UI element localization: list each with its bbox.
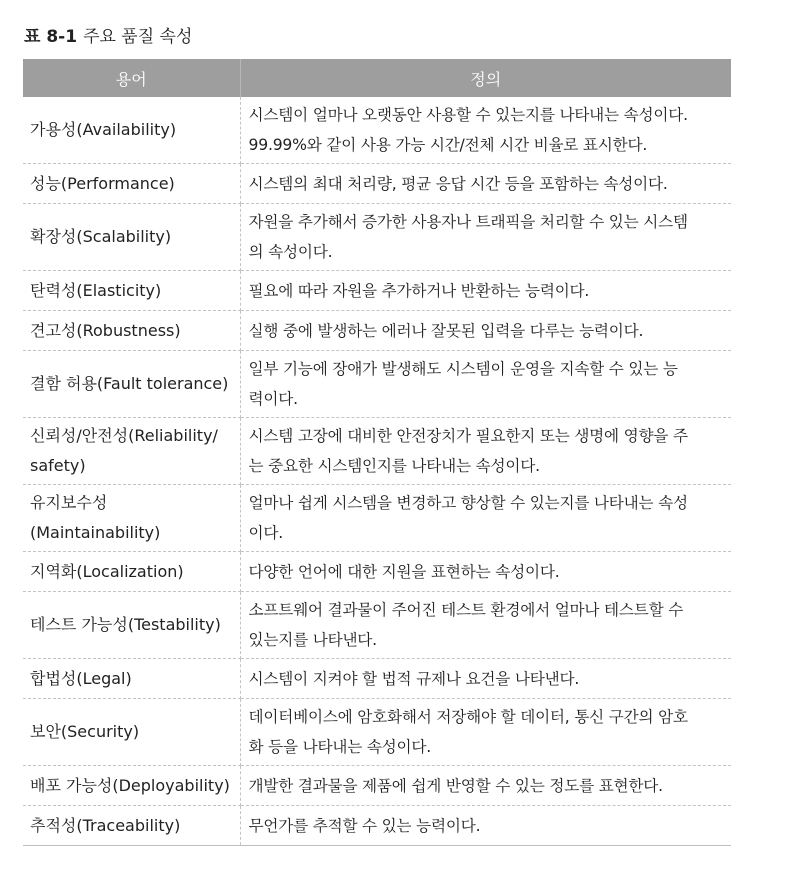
table-row [23,311,731,351]
term-cell [23,552,240,592]
definition-text: 소프트웨어 결과물이 주어진 테스트 환경에서 얼마나 테스트할 수 [248,601,684,619]
definition-text: 무언가를 추적할 수 있는 능력이다. [248,816,481,835]
term-text: 견고성(Robustness) [30,320,181,340]
definition-text: 시스템 고장에 대비한 안전장치가 필요한지 또는 생명에 영향을 주 [248,427,688,445]
definition-cell [240,699,731,766]
table-row [23,418,731,485]
definition-cell [240,485,731,552]
term-text: 지역화(Localization) [30,561,184,581]
term-text: 유지보수성 [30,493,108,512]
definition-text: 시스템의 최대 처리량, 평균 응답 시간 등을 포함하는 속성이다. [248,174,668,193]
quality-attributes-table [23,59,731,846]
term-text: 보안(Security) [30,722,140,741]
term-text: 추적성(Traceability) [30,815,181,835]
definition-text: 화 등을 나타내는 속성이다. [248,738,432,756]
definition-cell [240,806,731,846]
table-row [23,351,731,418]
term-cell [23,806,240,846]
table-title: 주요 품질 속성 [83,27,193,47]
term-cell [23,164,240,204]
definition-text: 실행 중에 발생하는 에러나 잘못된 입력을 다루는 능력이다. [248,321,644,340]
term-cell [23,311,240,351]
definition-cell [240,97,731,164]
table-row [23,97,731,164]
definition-cell [240,659,731,699]
term-text: 확장성(Scalability) [30,227,172,246]
definition-text: 99.99%와 같이 사용 가능 시간/전체 시간 비율로 표시한다. [248,136,648,154]
term-cell [23,271,240,311]
table-row [23,204,731,271]
definition-cell [240,271,731,311]
definition-cell [240,204,731,271]
definition-text: 시스템이 지켜야 할 법적 규제나 요건을 나타낸다. [248,669,580,688]
term-cell [23,699,240,766]
definition-cell [240,766,731,806]
definition-text: 필요에 따라 자원을 추가하거나 반환하는 능력이다. [248,281,590,300]
term-text: 성능(Performance) [30,173,175,193]
table-row [23,806,731,846]
table-row [23,271,731,311]
header-term: 용어 [23,59,240,97]
term-text: 결함 허용(Fault tolerance) [30,374,229,393]
definition-cell [240,164,731,204]
term-text: 신뢰성/안전성(Reliability/ [30,426,218,445]
table-row [23,592,731,659]
definition-text: 시스템이 얼마나 오랫동안 사용할 수 있는지를 나타내는 속성이다. [248,106,688,124]
definition-text: 력이다. [248,390,298,408]
definition-cell [240,552,731,592]
term-text: 배포 가능성(Deployability) [30,775,230,795]
definition-text: 자원을 추가해서 증가한 사용자나 트래픽을 처리할 수 있는 시스템 [248,213,688,231]
definition-cell [240,351,731,418]
definition-text: 일부 기능에 장애가 발생해도 시스템이 운영을 지속할 수 있는 능 [248,360,678,378]
definition-text: 있는지를 나타낸다. [248,631,377,649]
definition-text: 의 속성이다. [248,243,333,261]
table-row [23,766,731,806]
term-text: 테스트 가능성(Testability) [30,615,221,634]
definition-text: 이다. [248,524,283,542]
definition-text: 개발한 결과물을 제품에 쉽게 반영할 수 있는 정도를 표현한다. [248,776,663,795]
term-text: safety) [30,456,86,475]
term-cell [23,418,240,485]
term-cell [23,766,240,806]
term-text: 탄력성(Elasticity) [30,280,162,300]
definition-text: 는 중요한 시스템인지를 나타내는 속성이다. [248,457,540,475]
table-row [23,485,731,552]
definition-cell [240,592,731,659]
term-cell [23,351,240,418]
header-row [23,59,731,97]
table-number: 표 8-1 [24,27,78,47]
term-text: 합법성(Legal) [30,668,132,688]
table-header [23,59,731,97]
table-row [23,164,731,204]
header-definition: 정의 [240,59,731,97]
definition-text: 데이터베이스에 암호화해서 저장해야 할 데이터, 통신 구간의 암호 [248,708,688,726]
definition-cell [240,311,731,351]
table-body [23,97,731,846]
definition-text: 다양한 언어에 대한 지원을 표현하는 속성이다. [248,562,560,581]
definition-text: 얼마나 쉽게 시스템을 변경하고 향상할 수 있는지를 나타내는 속성 [248,494,688,512]
term-text: 가용성(Availability) [30,120,177,139]
table-row [23,659,731,699]
term-cell [23,97,240,164]
definition-cell [240,418,731,485]
term-cell [23,204,240,271]
table-row [23,552,731,592]
term-cell [23,592,240,659]
term-cell [23,659,240,699]
table-caption [24,26,192,48]
table-row [23,699,731,766]
term-text: (Maintainability) [30,523,161,542]
term-cell [23,485,240,552]
